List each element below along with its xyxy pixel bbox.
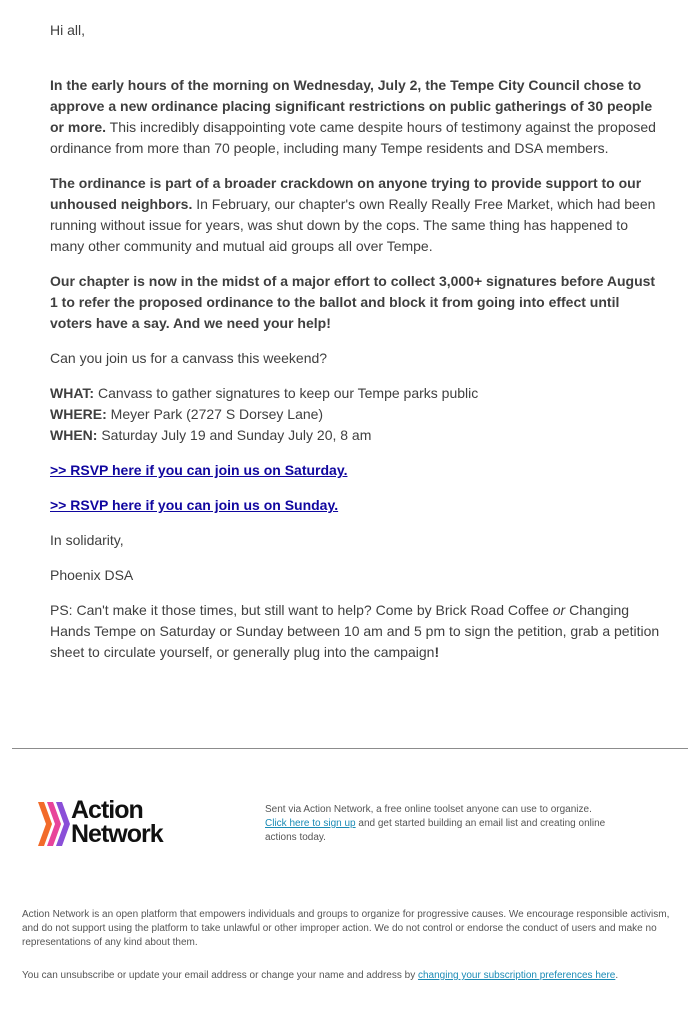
signature: Phoenix DSA — [50, 567, 134, 583]
paragraph-crackdown — [50, 173, 660, 257]
logo-line-action: Action — [71, 796, 143, 824]
paragraph-ordinance-rest: This incredibly disappointing vote came despite hours of testimony against the proposed ordinance from more than 70 people, including many Tempe residents and DSA members. — [50, 119, 656, 156]
postscript-end: ! — [434, 644, 440, 660]
logo-line-network: Network — [71, 820, 163, 848]
action-network-logo[interactable] — [38, 798, 198, 850]
postscript-part1: PS: Can't make it those times, but still want to help? Come by Brick Road Coffee — [50, 602, 553, 618]
paragraph-crackdown-rest: In February, our chapter's own Really Really Free Market, which had been running without issue for years, was shut down by the cops. The same thing has happened to many other community and mutual aid groups all over Tempe. — [50, 196, 656, 254]
what-label: WHAT: — [50, 385, 95, 401]
postscript-part2: Changing Hands Tempe on Saturday or Sunday between 10 am and 5 pm to sign the petition, grab a petition sheet to circulate yourself, or generally plug into the campaign — [50, 602, 660, 660]
paragraph-ordinance-bold: In the early hours of the morning on Wednesday, July 2, the Tempe City Council chose to approve a new ordinance placing significant restrictions on public gatherings of 30 people or more. — [50, 77, 653, 135]
closing: In solidarity, — [50, 532, 124, 548]
footer-divider — [12, 748, 688, 749]
logo-chevrons-icon — [38, 798, 72, 850]
where-value: Meyer Park (2727 S Dorsey Lane) — [106, 406, 324, 422]
unsubscribe-end: . — [615, 970, 619, 981]
unsubscribe-text: You can unsubscribe or update your email address or change your name and address by — [22, 970, 418, 981]
rsvp-saturday-paragraph — [50, 460, 660, 481]
footer-disclaimer: Action Network is an open platform that empowers individuals and groups to organize for progressive causes. We encourage responsible activism, and do not support using the platform to take unlawful or other improper action. We do not control or endorse the conduct of users and make no representations of any kind about them. — [22, 909, 670, 948]
where-label: WHERE: — [50, 406, 107, 422]
footer-unsubscribe — [22, 969, 687, 983]
logo-wordmark — [71, 798, 163, 846]
rsvp-sunday-link[interactable]: >> RSVP here if you can join us on Sunday. — [50, 497, 339, 513]
rsvp-sunday-paragraph — [50, 495, 660, 516]
greeting: Hi all, — [50, 22, 86, 38]
rsvp-saturday-link[interactable]: >> RSVP here if you can join us on Saturday. — [50, 462, 348, 478]
sent-text: Sent via Action Network, a free online toolset anyone can use to organize. — [265, 804, 592, 815]
sent-rest: and get started building an email list and creating online actions today. — [265, 818, 606, 843]
postscript — [50, 600, 660, 663]
paragraph-canvass-question: Can you join us for a canvass this weekend? — [50, 350, 328, 366]
paragraph-signatures-bold: Our chapter is now in the midst of a major effort to collect 3,000+ signatures before August 1 to refer the proposed ordinance to the ballot and block it from going into effect until voters have a say. And we need your help! — [50, 273, 656, 331]
postscript-or: or — [552, 602, 566, 618]
what-value: Canvass to gather signatures to keep our Tempe parks public — [94, 385, 479, 401]
when-value: Saturday July 19 and Sunday July 20, 8 am — [97, 427, 372, 443]
paragraph-ordinance — [50, 75, 660, 159]
signup-link[interactable]: Click here to sign up — [265, 818, 356, 829]
paragraph-crackdown-bold: The ordinance is part of a broader crackdown on anyone trying to provide support to our unhoused neighbors. — [50, 175, 642, 212]
subscription-preferences-link[interactable]: changing your subscription preferences here — [418, 970, 616, 981]
when-label: WHEN: — [50, 427, 98, 443]
paragraph-signatures — [50, 271, 660, 334]
event-details — [50, 383, 660, 446]
footer-sent-via — [265, 803, 635, 845]
email-body — [50, 0, 660, 677]
